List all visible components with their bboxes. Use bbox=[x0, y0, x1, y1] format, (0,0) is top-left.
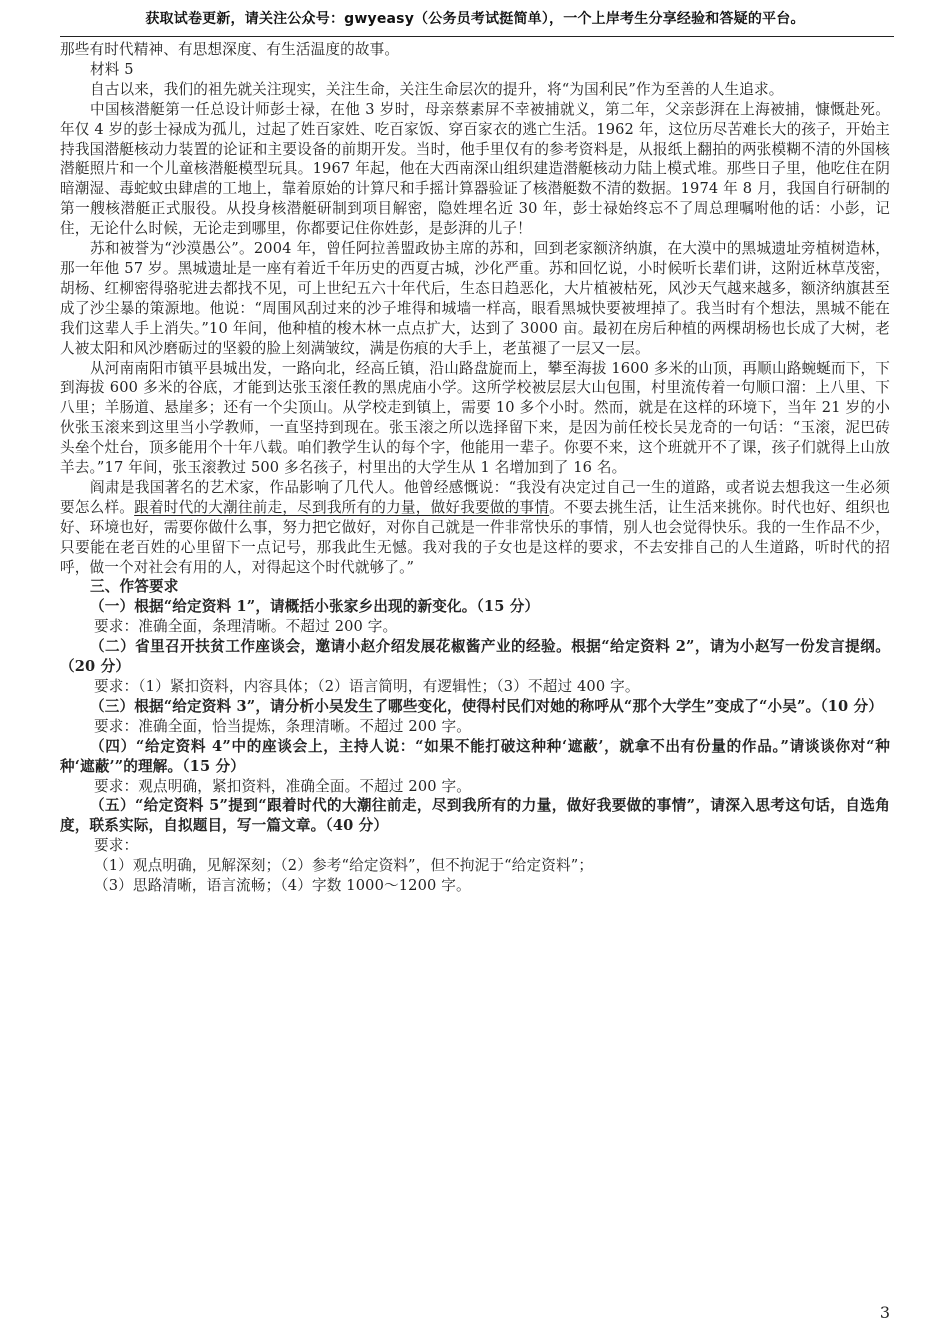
question-4-requirement: 要求：观点明确，紧扣资料，准确全面。不超过 200 字。 bbox=[94, 777, 471, 795]
question-4-title: （四）“给定资料 4”中的座谈会上，主持人说：“如果不能打破这种种‘遮蔽’，就拿不出有份量的作品。”请谈谈你对“种种‘遮蔽’”的理解。（15 分） bbox=[60, 737, 890, 775]
question-1-title: （一）根据“给定资料 1”，请概括小张家乡出现的新变化。（15 分） bbox=[90, 598, 540, 616]
lead-line: 那些有时代精神、有思想深度、有生活温度的故事。 bbox=[60, 41, 400, 58]
question-5-title: （五）“给定资料 5”提到“跟着时代的大潮往前走，尽到我所有的力量，做好我要做的事情”，请深入思考这句话，自选角度，联系实际，自拟题目，写一篇文章。（40 分） bbox=[60, 797, 890, 835]
question-1-requirement: 要求：准确全面，条理清晰。不超过 200 字。 bbox=[94, 618, 398, 636]
material-5-title: 材料 5 bbox=[90, 60, 134, 78]
question-5-requirement-line-1: （1）观点明确，见解深刻；（2）参考“给定资料”，但不拘泥于“给定资料”； bbox=[94, 857, 594, 875]
header-banner: 获取试卷更新，请关注公众号：gwyeasy（公务员考试挺简单），一个上岸考生分享经验和答疑的平台。 bbox=[145, 11, 805, 27]
question-3-title: （三）根据“给定资料 3”，请分析小吴发生了哪些变化，使得村民们对她的称呼从“那个大学生”变成了“小吴”。（10 分） bbox=[90, 697, 884, 715]
requirements-heading: 三、作答要求 bbox=[90, 578, 179, 596]
header-divider bbox=[60, 36, 894, 37]
material-5-paragraph-4: 从河南南阳市镇平县城出发，一路向北，经高丘镇，沿山路盘旋而上，攀至海拔 1600 多米的山顶，再顺山路蜿蜒而下，下到海拔 600 多米的谷底，才能到达张玉滚任教的黑虎庙小学。这所学校被层层大山包围，村里流传着一句顺口溜：上八里、下八里；羊肠道、悬崖多；还有一个尖顶山。从学校走到镇上，需要 10 多个小时。然而，就是在这样的环境下，当年 21 岁的小伙张玉滚来到这里当小学教师，一直坚持到现在。张玉滚之所以选择留下来，是因为前任校长吴龙奇的一句话：“玉滚，泥巴砖头垒个灶台，顶多能用个十年八载。咱们教学生认的每个字，他能用一辈子。你要不来，这个班就开不了课，孩子们就得上山放羊去。”17 年间，张玉滚教过 500 多名孩子，村里出的大学生从 1 名增加到了 16 名。 bbox=[60, 359, 890, 477]
question-5-requirement-line-2: （3）思路清晰，语言流畅；（4）字数 1000～1200 字。 bbox=[94, 877, 471, 895]
material-5-paragraph-3: 苏和被誉为“沙漠愚公”。2004 年，曾任阿拉善盟政协主席的苏和，回到老家额济纳旗，在大漠中的黑城遗址旁植树造林，那一年他 57 岁。黑城遗址是一座有着近千年历史的西夏古城，沙化严重。苏和回忆说，小时候听长辈们讲，这附近林草茂密，胡杨、红柳密得骆驼进去都找不见，可上世纪五六十年代后，生态日趋恶化，大片植被枯死，风沙天气越来越多，额济纳旗甚至成了沙尘暴的策源地。他说：“周围风刮过来的沙子堆得和城墙一样高，眼看黑城快要被埋掉了。我当时有个想法，黑城不能在我们这辈人手上消失。”10 年间，他种植的梭木林一点点扩大，达到了 3000 亩。最初在房后种植的两棵胡杨也长成了大树，老人被太阳和风沙磨砺过的坚毅的脸上刻满皱纹，满是伤痕的大手上，老茧褪了一层又一层。 bbox=[60, 240, 890, 357]
underlined-quote: 跟着时代的大潮往前走，尽到我所有的力量，做好我要做的事情 bbox=[134, 498, 550, 516]
document-body bbox=[60, 40, 890, 896]
material-5-paragraph-2: 中国核潜艇第一任总设计师彭士禄，在他 3 岁时，母亲蔡素屏不幸被捕就义，第二年，父亲彭湃在上海被捕，慷慨赴死。年仅 4 岁的彭士禄成为孤儿，过起了姓百家姓、吃百家饭、穿百家衣的逃亡生活。1962 年，这位历尽苦难长大的孩子，开始主持我国潜艇核动力装置的论证和主要设备的前期开发。当时，他手里仅有的参考资料是，从报纸上翻拍的两张模糊不清的外国核潜艇照片和一个儿童核潜艇模型玩具。1967 年起，他在大西南深山组织建造潜艇核动力陆上模式堆。那些日子里，他吃住在阴暗潮湿、毒蛇蚊虫肆虐的工地上，靠着原始的计算尺和手摇计算器验证了核潜艇数不清的数据。1974 年 8 月，我国自行研制的第一艘核潜艇正式服役。从投身核潜艇研制到项目解密，隐姓埋名近 30 年，彭士禄始终忘不了周总理嘱咐他的话：小彭，记住，无论什么时候，无论走到哪里，你都要记住你姓彭，是彭湃的儿子！ bbox=[60, 100, 890, 238]
material-5-paragraph-5 bbox=[60, 478, 890, 578]
material-5-paragraph-1: 自古以来，我们的祖先就关注现实，关注生命，关注生命层次的提升，将“为国利民”作为至善的人生追求。 bbox=[90, 80, 784, 98]
page-number: 3 bbox=[879, 1303, 890, 1322]
quote-before: 阎肃是我国著名的艺术家，作品影响了几代人。他曾经感慨说：“我没有决定过自己一生的道路，或者说去想我这一生必须要怎么样。 bbox=[60, 478, 890, 516]
question-2-title: （二）省里召开扶贫工作座谈会，邀请小赵介绍发展花椒酱产业的经验。根据“给定资料 2”，请为小赵写一份发言提纲。（20 分） bbox=[60, 638, 890, 676]
question-5-requirement-label: 要求： bbox=[94, 837, 139, 855]
question-3-requirement: 要求：准确全面，恰当提炼，条理清晰。不超过 200 字。 bbox=[94, 717, 471, 735]
quote-after: 。不要去挑生活，让生活来挑你。时代也好、组织也好、环境也好，需要你做什么事，努力把它做好，对你自己就是一件非常快乐的事情，别人也会觉得快乐。我的一生作品不少，只要能在老百姓的心里留下一点记号，那我此生无憾。我对我的子女也是这样的要求，不去安排自己的人生道路，听时代的招呼，做一个对社会有用的人，对得起这个时代就够了。” bbox=[60, 498, 890, 576]
question-2-requirement: 要求：（1）紧扣资料，内容具体；（2）语言简明，有逻辑性；（3）不超过 400 字。 bbox=[94, 678, 640, 695]
